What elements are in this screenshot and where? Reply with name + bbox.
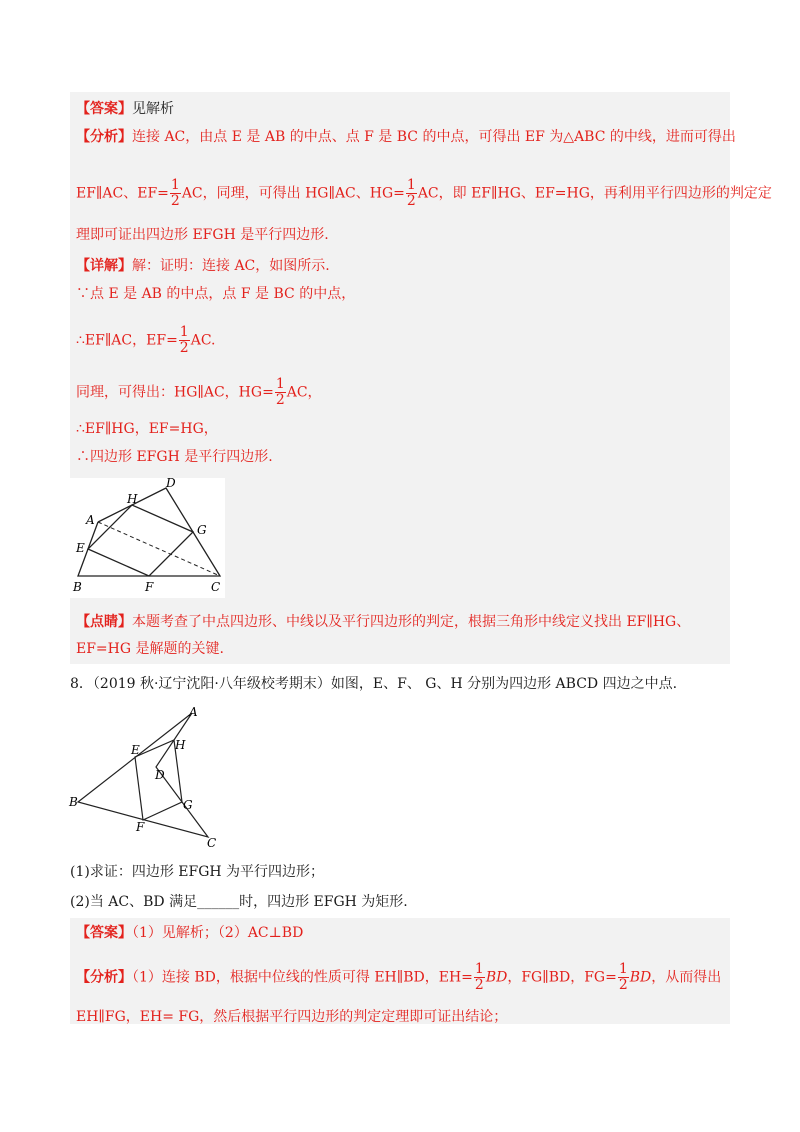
comment-text: 本题考查了中点四边形、中线以及平行四边形的判定，根据三角形中线定义找出 EF∥HG、 (132, 614, 691, 630)
analysis-text: ，FG∥BD，FG= (507, 969, 617, 986)
label-D: D (155, 768, 165, 782)
label-D: D (166, 478, 176, 490)
detail-text: AC. (190, 332, 216, 349)
bd-symbol: BD (629, 969, 652, 986)
answer-label: 【答案】 (76, 101, 132, 117)
label-B: B (69, 795, 78, 809)
analysis-text: AC，即 EF∥HG、EF=HG，再利用平行四边形的判定定 (417, 185, 772, 202)
fraction-half: $\frac{1}{2}$ (170, 177, 180, 209)
label-C: C (207, 836, 217, 850)
analysis-text: 连接 AC，由点 E 是 AB 的中点、点 F 是 BC 的中点，可得出 EF 为△ABC 的中线，进而可得出 (132, 129, 736, 145)
quadrilateral-figure-2 (68, 705, 228, 850)
quadrilateral-figure-1 (70, 478, 225, 598)
fraction-half: $\frac{1}{2}$ (474, 961, 484, 993)
q8-analysis-line-2 (76, 1008, 507, 1026)
q7-detail-line-3 (76, 325, 216, 356)
detail-label: 【详解】 (76, 258, 132, 274)
fraction-half: $\frac{1}{2}$ (618, 961, 628, 993)
q7-detail-line-1 (76, 257, 330, 275)
figure-1-svg (70, 478, 225, 598)
label-G: G (183, 798, 193, 812)
detail-text: ∵点 E 是 AB 的中点，点 F 是 BC 的中点， (76, 286, 356, 302)
comment-label: 【点睛】 (76, 614, 132, 630)
detail-text: ∴EF∥HG，EF=HG， (76, 421, 218, 437)
analysis-label: 【分析】 (76, 129, 132, 145)
analysis-text: ，从而得出 (651, 969, 722, 986)
comment-text: EF=HG 是解题的关键. (76, 641, 224, 657)
q7-detail-line-2 (76, 285, 355, 303)
q7-comment-line-1 (76, 613, 690, 631)
bd-symbol: BD (485, 969, 508, 986)
answer-text: （1）见解析；（2）AC⊥BD (132, 925, 304, 941)
detail-text: 解：证明：连接 AC，如图所示. (132, 258, 330, 274)
analysis-text: AC，同理，可得出 HG∥AC、HG= (181, 185, 405, 202)
fraction-half: $\frac{1}{2}$ (275, 376, 285, 408)
q7-detail-line-6 (76, 448, 273, 466)
answer-label: 【答案】 (76, 925, 132, 941)
label-F: F (136, 820, 145, 834)
stem-text: 8．（2019 秋·辽宁沈阳·八年级校考期末）如图，E、F、 G、H 分别为四边形 ABCD 四边之中点. (70, 676, 678, 692)
q7-answer-line (76, 100, 174, 118)
fraction-half: $\frac{1}{2}$ (179, 324, 189, 356)
label-E: E (76, 541, 85, 555)
q8-part-2 (70, 893, 408, 911)
answer-blank: ______ (197, 894, 240, 910)
label-B: B (73, 580, 82, 594)
label-H: H (175, 738, 186, 752)
q8-analysis-line-1 (76, 962, 721, 993)
q7-analysis-line-3 (76, 226, 329, 244)
analysis-text: 理即可证出四边形 EFGH 是平行四边形. (76, 227, 329, 243)
q7-detail-line-4 (76, 377, 322, 408)
label-G: G (197, 523, 207, 537)
label-A: A (189, 705, 198, 719)
fraction-half: $\frac{1}{2}$ (406, 177, 416, 209)
part-text: 时，四边形 EFGH 为矩形. (239, 894, 408, 910)
answer-text: 见解析 (132, 101, 174, 117)
part-text: (2)当 AC、BD 满足 (70, 894, 198, 910)
q8-stem (70, 675, 677, 693)
detail-text: ∴EF∥AC，EF= (76, 332, 178, 349)
label-H: H (127, 492, 138, 506)
q7-analysis-line-1 (76, 128, 736, 146)
label-F: F (145, 580, 154, 594)
label-C: C (211, 580, 221, 594)
analysis-text: EF∥AC、EF= (76, 185, 169, 202)
analysis-text: （1）连接 BD，根据中位线的性质可得 EH∥BD，EH= (132, 969, 473, 986)
figure-2-svg (68, 705, 228, 850)
label-A: A (86, 513, 95, 527)
analysis-text: EH∥FG，EH= FG，然后根据平行四边形的判定定理即可证出结论； (76, 1009, 508, 1025)
part-text: (1)求证：四边形 EFGH 为平行四边形； (70, 864, 325, 880)
q8-answer-line (76, 924, 303, 942)
detail-text: AC， (286, 384, 322, 401)
q7-detail-line-5 (76, 420, 218, 438)
label-E: E (131, 743, 140, 757)
q7-comment-line-2 (76, 640, 224, 658)
analysis-label: 【分析】 (76, 969, 132, 986)
detail-text: 同理，可得出：HG∥AC，HG= (76, 384, 274, 401)
q8-part-1 (70, 863, 324, 881)
detail-text: ∴四边形 EFGH 是平行四边形. (76, 449, 273, 465)
q7-analysis-line-2 (76, 178, 772, 209)
